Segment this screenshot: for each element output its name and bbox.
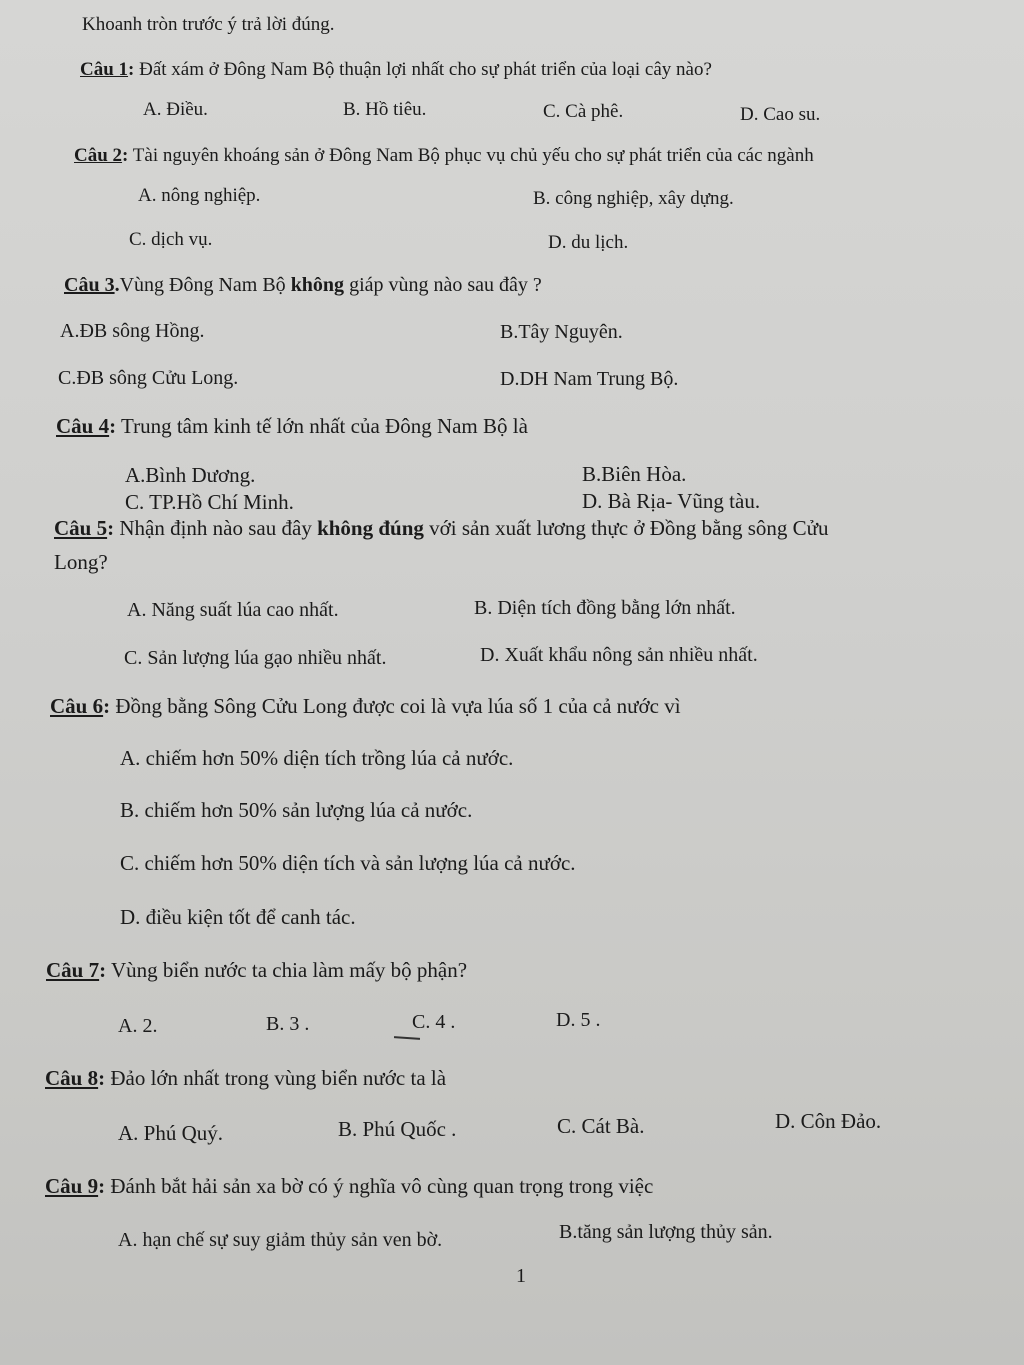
question-1: Câu 1: Đất xám ở Đông Nam Bộ thuận lợi nhất cho sự phát triển của loại cây nào?: [80, 59, 712, 80]
question-2: Câu 2: Tài nguyên khoáng sản ở Đông Nam Bộ phục vụ chủ yếu cho sự phát triển của các ngành: [74, 145, 814, 166]
instruction: Khoanh tròn trước ý trả lời đúng.: [82, 14, 335, 35]
question-4: Câu 4: Trung tâm kinh tế lớn nhất của Đông Nam Bộ là: [56, 414, 528, 438]
question-label: Câu 7: [46, 958, 100, 982]
option[interactable]: D. Cao su.: [740, 104, 821, 125]
option[interactable]: D. du lịch.: [548, 232, 629, 253]
option[interactable]: B.tăng sản lượng thủy sản.: [559, 1221, 773, 1243]
option[interactable]: B. công nghiệp, xây dựng.: [533, 188, 734, 209]
question-text: Vùng Đông Nam Bộ: [119, 274, 291, 296]
option[interactable]: A.Bình Dương.: [125, 463, 256, 487]
option[interactable]: A. Điều.: [143, 99, 208, 120]
question-5: Câu 5: Nhận định nào sau đây không đúng với sản xuất lương thực ở Đồng bằng sông Cửu: [54, 516, 829, 540]
question-label: Câu 1: [80, 59, 129, 80]
question-text: Trung tâm kinh tế lớn nhất của Đông Nam Bộ là: [120, 414, 528, 438]
question-8: Câu 8: Đảo lớn nhất trong vùng biển nước ta là: [45, 1066, 447, 1090]
question-text: Tài nguyên khoáng sản ở Đông Nam Bộ phục vụ chủ yếu cho sự phát triển của các ngành: [132, 145, 814, 166]
question-label: Câu 6: [50, 694, 104, 718]
option-selected[interactable]: C. 4 .: [412, 1011, 456, 1033]
question-label: Câu 5: [54, 516, 108, 540]
option[interactable]: B. chiếm hơn 50% sản lượng lúa cả nước.: [120, 798, 473, 822]
option[interactable]: B. Hồ tiêu.: [343, 99, 427, 120]
option[interactable]: D. Côn Đảo.: [775, 1109, 882, 1133]
pen-mark: [394, 1036, 420, 1040]
option[interactable]: D. Xuất khẩu nông sản nhiều nhất.: [480, 644, 758, 666]
option[interactable]: C. Sản lượng lúa gạo nhiều nhất.: [124, 647, 387, 669]
question-label: Câu 4: [56, 414, 110, 438]
question-6: Câu 6: Đồng bằng Sông Cửu Long được coi là vựa lúa số 1 của cả nước vì: [50, 694, 681, 718]
option[interactable]: C. dịch vụ.: [129, 229, 213, 250]
page-number: 1: [516, 1265, 526, 1287]
option[interactable]: C. TP.Hồ Chí Minh.: [125, 490, 294, 514]
option[interactable]: A. nông nghiệp.: [138, 185, 261, 206]
option[interactable]: B. Diện tích đồng bằng lớn nhất.: [474, 597, 736, 619]
option[interactable]: D. điều kiện tốt để canh tác.: [120, 905, 356, 929]
question-label: Câu 2: [74, 145, 123, 166]
question-label: Câu 9: [45, 1174, 99, 1198]
option[interactable]: B. 3 .: [266, 1013, 310, 1035]
option[interactable]: A. hạn chế sự suy giảm thủy sản ven bờ.: [118, 1229, 443, 1251]
question-text: Đảo lớn nhất trong vùng biển nước ta là: [110, 1066, 447, 1090]
question-text: Nhận định nào sau đây: [119, 516, 318, 540]
question-9: Câu 9: Đánh bắt hải sản xa bờ có ý nghĩa vô cùng quan trọng trong việc: [45, 1174, 654, 1198]
question-text: Vùng biển nước ta chia làm mấy bộ phận?: [110, 958, 468, 982]
option[interactable]: B. Phú Quốc .: [338, 1117, 457, 1141]
question-text: Đánh bắt hải sản xa bờ có ý nghĩa vô cùng quan trọng trong việc: [110, 1174, 654, 1198]
option[interactable]: B.Tây Nguyên.: [500, 321, 623, 343]
question-5-continued: Long?: [54, 550, 108, 574]
question-label: Câu 3: [64, 274, 115, 296]
option[interactable]: D.DH Nam Trung Bộ.: [500, 368, 679, 390]
option[interactable]: D. Bà Rịa- Vũng tàu.: [582, 489, 761, 513]
option[interactable]: C.ĐB sông Cửu Long.: [58, 367, 239, 389]
option[interactable]: A.ĐB sông Hồng.: [60, 320, 205, 342]
option[interactable]: A. Năng suất lúa cao nhất.: [127, 599, 339, 621]
option[interactable]: A. 2.: [118, 1015, 158, 1037]
option[interactable]: C. Cà phê.: [543, 101, 624, 122]
question-text: Đồng bằng Sông Cửu Long được coi là vựa lúa số 1 của cả nước vì: [115, 694, 681, 718]
question-7: Câu 7: Vùng biển nước ta chia làm mấy bộ phận?: [46, 958, 468, 982]
question-3: Câu 3.Vùng Đông Nam Bộ không giáp vùng nào sau đây ?: [64, 274, 542, 296]
option[interactable]: C. chiếm hơn 50% diện tích và sản lượng lúa cả nước.: [120, 851, 576, 875]
option[interactable]: B.Biên Hòa.: [582, 462, 687, 486]
option[interactable]: A. chiếm hơn 50% diện tích trồng lúa cả nước.: [120, 746, 514, 770]
option[interactable]: A. Phú Quý.: [118, 1121, 224, 1145]
option[interactable]: D. 5 .: [556, 1009, 601, 1031]
question-text: Đất xám ở Đông Nam Bộ thuận lợi nhất cho sự phát triển của loại cây nào?: [139, 59, 712, 80]
option[interactable]: C. Cát Bà.: [557, 1114, 645, 1138]
question-label: Câu 8: [45, 1066, 99, 1090]
